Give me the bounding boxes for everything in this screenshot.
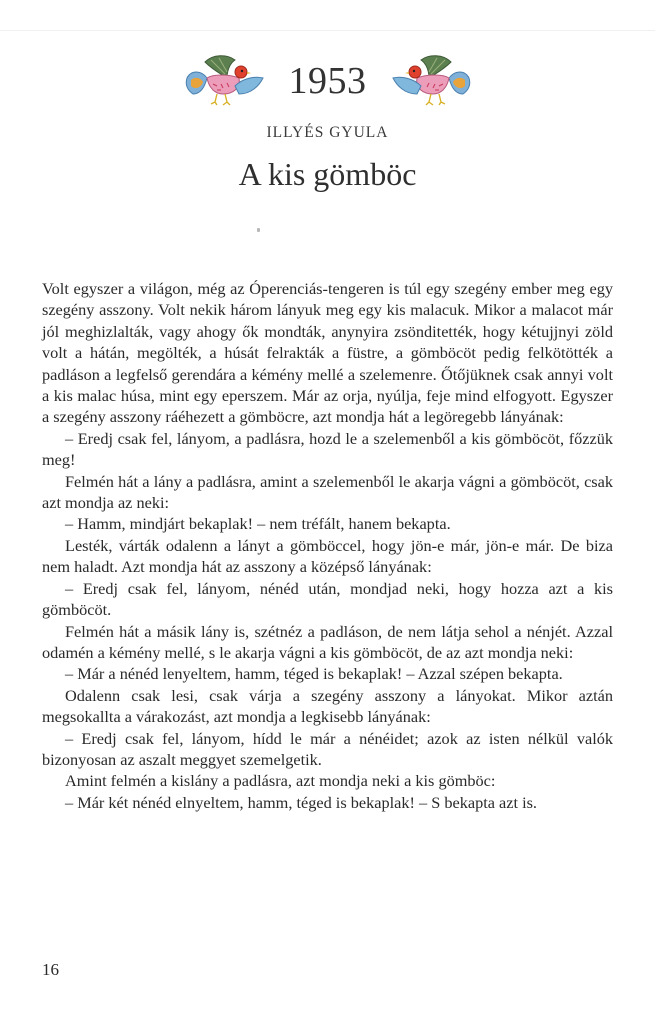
paragraph: – Eredj csak fel, lányom, nénéd után, mondjad neki, hogy hozza azt a kis gömböcöt. <box>42 578 613 620</box>
story-title: A kis gömböc <box>238 156 417 192</box>
paragraph: – Eredj csak fel, lányom, hídd le már a nénéidet; azok az isten nélkül valók bizonyosan az aszalt meggyet szemelgetik. <box>42 728 613 769</box>
paragraph: – Már a nénéd lenyeltem, hamm, téged is bekaplak! – Azzal szépen bekapta. <box>65 664 563 684</box>
chapter-header <box>0 52 655 108</box>
paragraph: Odalenn csak lesi, csak várja a szegény asszony a lányokat. Mikor aztán megsokallta a várakozást, azt mondja a legkisebb lányának: <box>42 685 613 727</box>
paragraph: Volt egyszer a világon, még az Óperenciás-tengeren is túl egy szegény ember meg egy szegény asszony. Volt nekik három lányuk meg egy kis malacuk. Mikor a malacot már jól meghizlalták, vagy ahogy ők mondták, anynyira zsönditették, hogy kétujjnyi zöld volt a hátán, megölték, a húsát felrakták a füstre, a gömböcöt pedig felkötötték a padláson a legfelső gerendára a kémény mellé a szelemenre. Őtőjüknek csak annyi volt a kis malac húsa, mint egy eperszem. Már az orja, nyúlja, feje mind elfogyott. Egyszer a szegény asszony ráéhezett a gömböcre, azt mondja hát a legöregebb lányának: <box>42 279 613 427</box>
folk-bird-left-icon <box>183 52 267 108</box>
print-speck <box>257 228 260 232</box>
paragraph: – Már két nénéd elnyeltem, hamm, téged is bekaplak! – S bekapta azt is. <box>65 792 538 812</box>
page-edge <box>0 30 655 31</box>
paragraph: Amint felmén a kislány a padlásra, azt mondja neki a kis gömböc: <box>65 771 496 791</box>
page-number: 16 <box>42 960 59 979</box>
paragraph: – Hamm, mindjárt bekaplak! – nem tréfált, hanem bekapta. <box>65 514 451 534</box>
folk-bird-right-icon <box>389 52 473 108</box>
paragraph: – Eredj csak fel, lányom, a padlásra, hozd le a szelemenből a kis gömböcöt, főzzük meg! <box>42 428 613 470</box>
chapter-year: 1953 <box>288 60 367 102</box>
paragraph: Lesték, várták odalenn a lányt a gömböccel, hogy jön-e már, jön-e már. De biza nem haladt. Azt mondja hát az asszony a középső lányának: <box>42 535 613 577</box>
paragraph: Felmén hát a lány a padlásra, amint a szelemenből le akarja vágni a gömböcöt, csak azt mondja az neki: <box>42 471 613 513</box>
paragraph: Felmén hát a másik lány is, szétnéz a padláson, de nem látja sehol a nénjét. Azzal odamén a kémény mellé, s le akarja vágni a kis gömböcöt, de az azt mondja neki: <box>42 621 613 662</box>
author-name: ILLYÉS GYULA <box>266 124 389 141</box>
story-body <box>42 278 613 813</box>
